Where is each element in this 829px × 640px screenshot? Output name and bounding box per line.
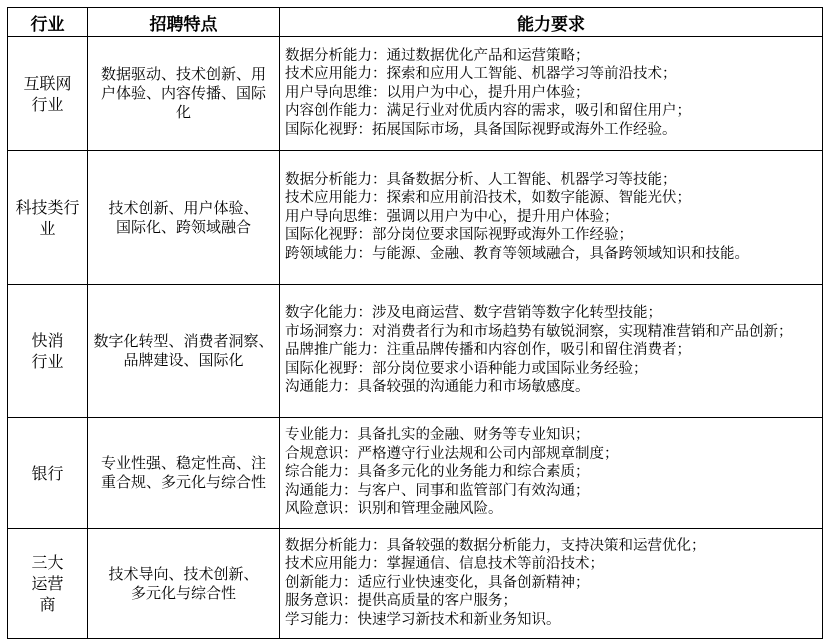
features-cell: 专业性强、稳定性高、注重合规、多元化与综合性	[88, 418, 280, 529]
requirement-line: 市场洞察力：对消费者行为和市场趋势有敏锐洞察，实现精准营销和产品创新；	[285, 323, 793, 340]
requirement-line: 综合能力：具备多元化的业务能力和综合素质；	[285, 464, 590, 481]
features-cell: 技术导向、技术创新、多元化与综合性	[88, 529, 280, 639]
requirement-line: 专业能力：具备扎实的金融、财务等专业知识；	[285, 427, 590, 444]
requirement-line: 用户导向思维：强调以用户为中心，提升用户体验；	[285, 208, 619, 225]
requirement-line: 国际化视野：部分岗位要求国际视野或海外工作经验；	[285, 227, 633, 244]
features-cell: 数据驱动、技术创新、用户体验、内容传播、国际化	[88, 37, 280, 151]
features-cell: 技术创新、用户体验、国际化、跨领域融合	[88, 151, 280, 285]
requirements-cell	[280, 151, 823, 285]
requirement-line: 服务意识：提供高质量的客户服务；	[285, 593, 517, 610]
table-row	[8, 151, 823, 285]
industry-cell: 三大运营商	[8, 529, 88, 639]
features-cell: 数字化转型、消费者洞察、品牌建设、国际化	[88, 285, 280, 418]
industry-cell: 互联网行业	[8, 37, 88, 151]
industry-cell: 快消行业	[8, 285, 88, 418]
industry-cell: 科技类行业	[8, 151, 88, 285]
requirement-line: 国际化视野：拓展国际市场，具备国际视野或海外工作经验。	[285, 121, 677, 138]
requirement-line: 技术应用能力：探索和应用前沿技术，如数字能源、智能光伏；	[285, 190, 691, 207]
table-row	[8, 418, 823, 529]
requirement-line: 用户导向思维：以用户为中心，提升用户体验；	[285, 84, 590, 101]
header-industry: 行业	[8, 8, 88, 37]
header-features: 招聘特点	[88, 8, 280, 37]
requirements-cell	[280, 418, 823, 529]
requirement-line: 技术应用能力：掌握通信、信息技术等前沿技术；	[285, 556, 604, 573]
requirement-line: 风险意识：识别和管理金融风险。	[285, 501, 503, 518]
requirement-line: 合规意识：严格遵守行业法规和公司内部规章制度；	[285, 445, 619, 462]
requirement-line: 跨领域能力：与能源、金融、教育等领域融合，具备跨领域知识和技能。	[285, 245, 749, 262]
table-row	[8, 529, 823, 639]
requirement-line: 沟通能力：与客户、同事和监管部门有效沟通；	[285, 482, 590, 499]
requirement-line: 数据分析能力：具备数据分析、人工智能、机器学习等技能；	[285, 171, 677, 188]
requirements-cell	[280, 285, 823, 418]
industry-cell: 银行	[8, 418, 88, 529]
requirements-cell	[280, 37, 823, 151]
header-row	[8, 8, 823, 37]
requirement-line: 数据分析能力：具备较强的数据分析能力，支持决策和运营优化；	[285, 537, 706, 554]
table-row	[8, 37, 823, 151]
requirement-line: 学习能力：快速学习新技术和新业务知识。	[285, 611, 561, 628]
requirement-line: 数字化能力：涉及电商运营、数字营销等数字化转型技能；	[285, 305, 662, 322]
recruitment-table	[7, 7, 823, 639]
requirements-cell	[280, 529, 823, 639]
requirement-line: 数据分析能力：通过数据优化产品和运营策略；	[285, 47, 590, 64]
requirement-line: 技术应用能力：探索和应用人工智能、机器学习等前沿技术；	[285, 66, 677, 83]
requirement-line: 国际化视野：部分岗位要求小语种能力或国际业务经验；	[285, 360, 648, 377]
requirement-line: 创新能力：适应行业快速变化，具备创新精神；	[285, 574, 590, 591]
header-requirements: 能力要求	[280, 8, 823, 37]
table-row	[8, 285, 823, 418]
requirement-line: 沟通能力：具备较强的沟通能力和市场敏感度。	[285, 379, 590, 396]
requirement-line: 品牌推广能力：注重品牌传播和内容创作，吸引和留住消费者；	[285, 342, 691, 359]
requirement-line: 内容创作能力：满足行业对优质内容的需求，吸引和留住用户；	[285, 103, 691, 120]
